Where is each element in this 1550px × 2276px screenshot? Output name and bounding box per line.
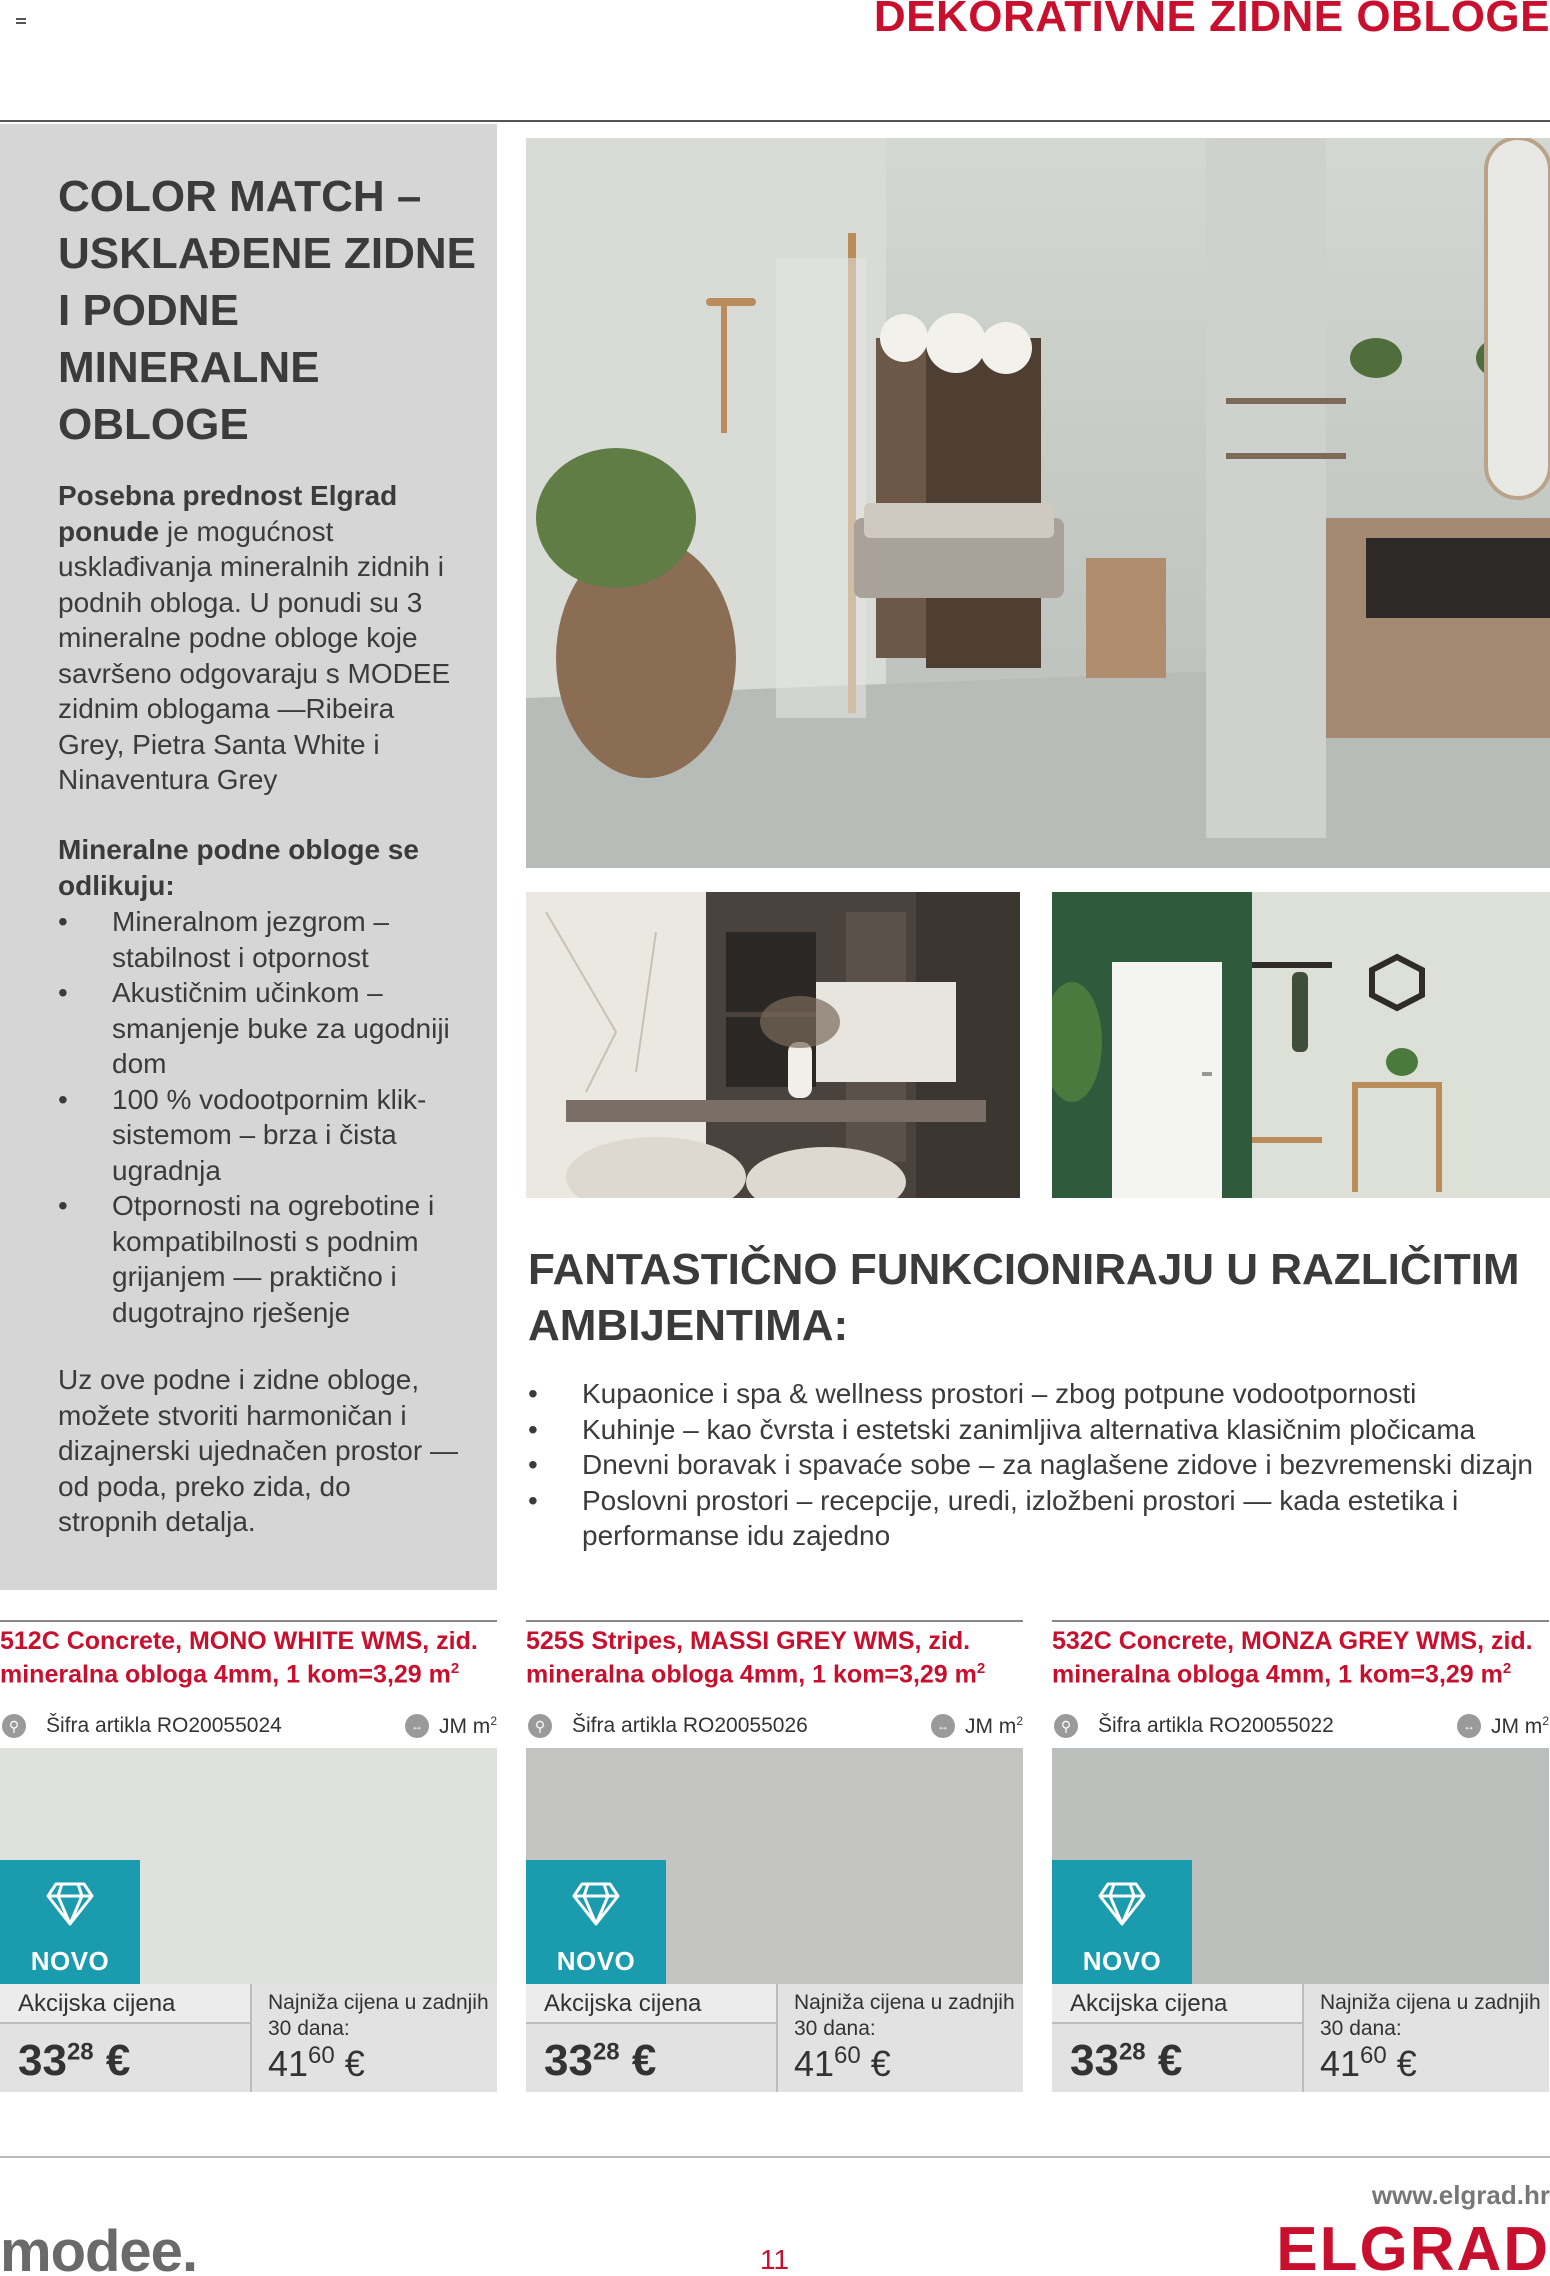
price-box bbox=[526, 1984, 1023, 2092]
sale-currency: € bbox=[105, 2036, 131, 2085]
website-link[interactable]: www.elgrad.hr bbox=[1371, 2180, 1550, 2210]
unit-text: JM m bbox=[438, 1715, 491, 1738]
unit-text: JM m bbox=[964, 1715, 1017, 1738]
product-title bbox=[526, 1628, 1023, 1688]
card-divider bbox=[1052, 1620, 1549, 1622]
new-badge bbox=[526, 1860, 666, 1984]
product-title bbox=[0, 1628, 497, 1688]
lowest-price-main: 41 bbox=[794, 2043, 835, 2084]
lowest-price bbox=[794, 2042, 891, 2085]
panel-intro-bold: Posebna prednost Elgrad ponude bbox=[58, 480, 398, 547]
list-item: • Poslovni prostori – recepcije, uredi, izložbeni prostori — kada estetika i performanse idu zajedno bbox=[528, 1483, 1550, 1554]
panel-title: COLOR MATCH – USKLAĐENE ZIDNE I PODNE MINERALNE OBLOGE bbox=[58, 172, 477, 449]
header-divider bbox=[0, 120, 1550, 122]
price-divider bbox=[1302, 1984, 1304, 2092]
product-card[interactable] bbox=[0, 1620, 497, 2092]
page-number: 11 bbox=[760, 2244, 790, 2275]
modee-logo: modee. bbox=[0, 2219, 198, 2276]
product-title-sup: 2 bbox=[450, 1660, 460, 1677]
sale-price bbox=[1070, 2036, 1182, 2086]
page-title: DEKORATIVNE ZIDNE OBLOGE bbox=[873, 0, 1550, 41]
panel-outro: Uz ove podne i zidne obloge, možete stvoriti harmoničan i dizajnerski ujednačen prostor — od poda, preko zida, do stropnih detalja. bbox=[58, 1364, 458, 1537]
sale-currency: € bbox=[1157, 2036, 1183, 2085]
kitchen-illustration bbox=[526, 892, 1020, 1198]
product-code: Šifra artikla RO20055026 bbox=[572, 1714, 808, 1737]
lowest-price-main: 41 bbox=[1320, 2043, 1361, 2084]
product-code: Šifra artikla RO20055024 bbox=[46, 1714, 282, 1737]
product-title-text: 532C Concrete, MONZA GREY WMS, zid. mineralna obloga 4mm, 1 kom=3,29 m bbox=[1052, 1627, 1533, 1689]
price-box bbox=[0, 1984, 497, 2092]
search-icon: ⚲ bbox=[1054, 1714, 1078, 1738]
list-item: • Mineralnom jezgrom – stabilnost i otpornost bbox=[58, 904, 458, 975]
product-meta bbox=[0, 1710, 497, 1744]
product-title-sup: 2 bbox=[1502, 1660, 1512, 1677]
lowest-price-label: Najniža cijena u zadnjih 30 dana: bbox=[1320, 1991, 1541, 2040]
price-box bbox=[1052, 1984, 1549, 2092]
product-card[interactable] bbox=[1052, 1620, 1549, 2092]
ruler-icon: ↔ bbox=[405, 1714, 429, 1738]
price-divider bbox=[250, 1984, 252, 2092]
lowest-price-main: 41 bbox=[268, 2043, 309, 2084]
ruler-icon: ↔ bbox=[931, 1714, 955, 1738]
lowest-price-cents: 60 bbox=[1360, 2042, 1387, 2069]
sale-price-main: 33 bbox=[1070, 2036, 1119, 2085]
bathroom-illustration bbox=[526, 138, 1550, 868]
unit-label bbox=[1491, 1714, 1549, 1739]
product-title-text: 512C Concrete, MONO WHITE WMS, zid. mineralna obloga 4mm, 1 kom=3,29 m bbox=[0, 1627, 478, 1689]
sale-price-cents: 28 bbox=[66, 2038, 94, 2066]
new-badge-label: NOVO bbox=[1082, 1946, 1162, 1976]
sale-price-cents: 28 bbox=[592, 2038, 620, 2066]
lowest-price-cents: 60 bbox=[308, 2042, 335, 2069]
panel-intro-text: je mogućnost usklađivanja mineralnih zidnih i podnih obloga. U ponudi su 3 mineralne podne obloge koje savršeno odgovaraju s MODEE zidnim oblogama —Ribeira Grey, Pietra Santa White i Ninaventura Grey bbox=[58, 515, 451, 795]
diamond-icon bbox=[572, 1882, 620, 1926]
diamond-icon bbox=[1098, 1882, 1146, 1926]
ambience-list bbox=[528, 1376, 1550, 1554]
panel-intro bbox=[58, 478, 458, 798]
card-divider bbox=[526, 1620, 1023, 1622]
price-divider bbox=[776, 1984, 778, 2092]
list-item: • Dnevni boravak i spavaće sobe – za naglašene zidove i bezvremenski dizajn bbox=[528, 1447, 1550, 1483]
menu-icon bbox=[16, 18, 26, 24]
lowest-currency: € bbox=[1396, 2043, 1417, 2084]
card-divider bbox=[0, 1620, 497, 1622]
unit-sup: 2 bbox=[1542, 1714, 1549, 1728]
lowest-price-label: Najniža cijena u zadnjih 30 dana: bbox=[268, 1991, 489, 2040]
list-item: • Kupaonice i spa & wellness prostori – zbog potpune vodootpornosti bbox=[528, 1376, 1550, 1412]
lowest-currency: € bbox=[870, 2043, 891, 2084]
elgrad-logo: ELGRAD bbox=[1276, 2215, 1550, 2276]
lowest-price bbox=[1320, 2042, 1417, 2085]
sale-price-label: Akcijska cijena bbox=[526, 1984, 776, 2024]
unit-sup: 2 bbox=[490, 1714, 497, 1728]
product-title-sup: 2 bbox=[976, 1660, 986, 1677]
lowest-price-cents: 60 bbox=[834, 2042, 861, 2069]
sale-currency: € bbox=[631, 2036, 657, 2085]
product-meta bbox=[526, 1710, 1023, 1744]
feature-list bbox=[58, 904, 458, 1330]
diamond-icon bbox=[46, 1882, 94, 1926]
new-badge bbox=[0, 1860, 140, 1984]
lowest-price bbox=[268, 2042, 365, 2085]
search-icon: ⚲ bbox=[2, 1714, 26, 1738]
kitchen-photo bbox=[526, 892, 1020, 1198]
sale-price bbox=[544, 2036, 656, 2086]
unit-label bbox=[439, 1714, 497, 1739]
product-title-text: 525S Stripes, MASSI GREY WMS, zid. mineralna obloga 4mm, 1 kom=3,29 m bbox=[526, 1627, 977, 1689]
list-item: • Otpornosti na ogrebotine i kompatibilnosti s podnim grijanjem — praktično i dugotrajno rješenje bbox=[58, 1188, 458, 1330]
section-heading: FANTASTIČNO FUNKCIONIRAJU U RAZLIČITIM AMBIJENTIMA: bbox=[528, 1245, 1520, 1350]
footer-divider bbox=[0, 2156, 1550, 2158]
sale-price-main: 33 bbox=[18, 2036, 67, 2085]
unit-text: JM m bbox=[1490, 1715, 1543, 1738]
lowest-currency: € bbox=[344, 2043, 365, 2084]
product-title bbox=[1052, 1628, 1549, 1688]
product-meta bbox=[1052, 1710, 1549, 1744]
panel-subheading: Mineralne podne obloge se odlikuju: bbox=[58, 834, 419, 901]
sale-price-main: 33 bbox=[544, 2036, 593, 2085]
bathroom-photo bbox=[526, 138, 1550, 868]
unit-sup: 2 bbox=[1016, 1714, 1023, 1728]
new-badge-label: NOVO bbox=[556, 1946, 636, 1976]
new-badge bbox=[1052, 1860, 1192, 1984]
product-code: Šifra artikla RO20055022 bbox=[1098, 1714, 1334, 1737]
product-card[interactable] bbox=[526, 1620, 1023, 2092]
unit-label bbox=[965, 1714, 1023, 1739]
hallway-photo bbox=[1052, 892, 1550, 1198]
sale-price-label: Akcijska cijena bbox=[0, 1984, 250, 2024]
hallway-illustration bbox=[1052, 892, 1550, 1198]
list-item: • Kuhinje – kao čvrsta i estetski zanimljiva alternativa klasičnim pločicama bbox=[528, 1412, 1550, 1448]
sale-price-cents: 28 bbox=[1118, 2038, 1146, 2066]
ruler-icon: ↔ bbox=[1457, 1714, 1481, 1738]
sale-price-label: Akcijska cijena bbox=[1052, 1984, 1302, 2024]
new-badge-label: NOVO bbox=[30, 1946, 110, 1976]
sale-price bbox=[18, 2036, 130, 2086]
list-item: • Akustičnim učinkom – smanjenje buke za ugodniji dom bbox=[58, 975, 458, 1082]
lowest-price-label: Najniža cijena u zadnjih 30 dana: bbox=[794, 1991, 1015, 2040]
search-icon: ⚲ bbox=[528, 1714, 552, 1738]
list-item: • 100 % vodootpornim klik-sistemom – brza i čista ugradnja bbox=[58, 1082, 458, 1189]
